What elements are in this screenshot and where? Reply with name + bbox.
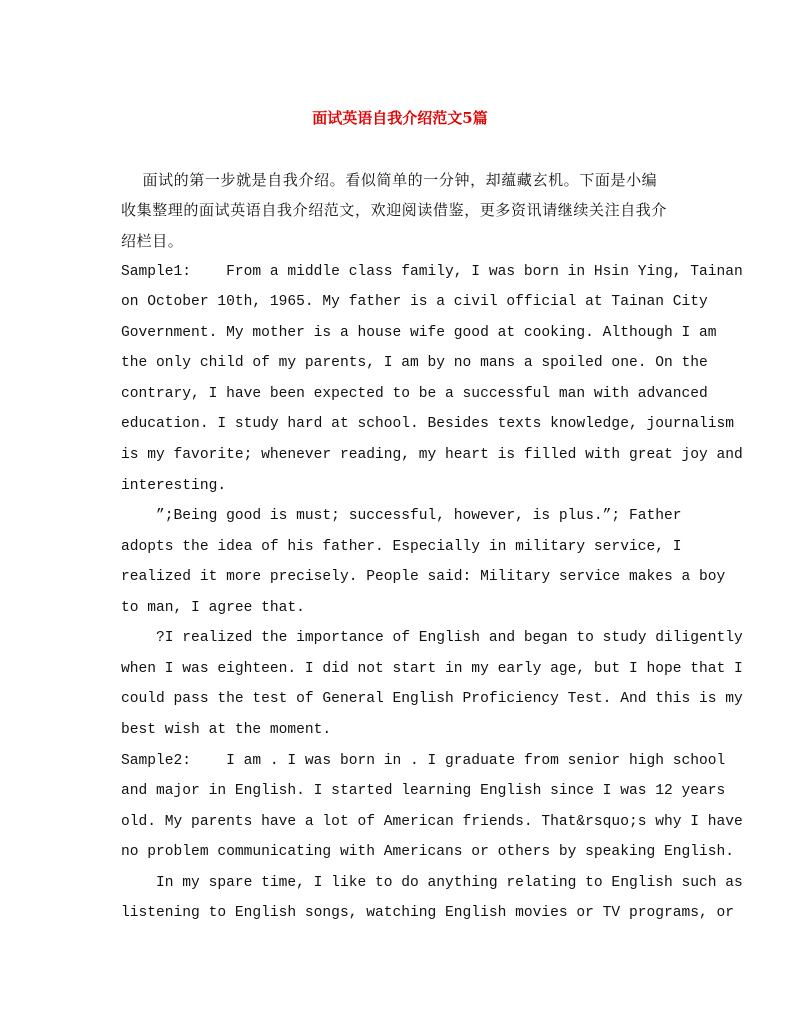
paragraph-line: interesting. — [121, 478, 227, 494]
paragraph-line: 收集整理的面试英语自我介绍范文，欢迎阅读借鉴，更多资讯请继续关注自我介 — [121, 201, 668, 219]
paragraph-line: when I was eighteen. I did not start in my early age, but I hope that I — [121, 661, 743, 677]
paragraph-line: ?I realized the importance of English and began to study diligently — [121, 630, 743, 646]
paragraph-line: education. I study hard at school. Besides texts knowledge, journalism — [121, 416, 735, 432]
paragraph-line: could pass the test of General English Proficiency Test. And this is my — [121, 691, 743, 707]
paragraph-line: no problem communicating with Americans or others by speaking English. — [121, 844, 735, 860]
paragraph-line: In my spare time, I like to do anything relating to English such as — [121, 875, 743, 891]
paragraph-line: listening to English songs, watching English movies or TV programs, or — [121, 905, 735, 921]
paragraph-line: 面试的第一步就是自我介绍。看似简单的一分钟，却蕴藏玄机。下面是小编 — [121, 171, 658, 189]
paragraph-line: Sample2: I am . I was born in . I graduate from senior high school — [121, 753, 726, 769]
paragraph-line: ”;Being good is must; successful, however, is plus.”; Father — [121, 508, 682, 524]
paragraph-line: Sample1: From a middle class family, I was born in Hsin Ying, Tainan — [121, 264, 743, 280]
paragraph-line: on October 10th, 1965. My father is a civil official at Tainan City — [121, 294, 708, 310]
paragraph-line: realized it more precisely. People said: Military service makes a boy — [121, 569, 726, 585]
paragraph-line: contrary, I have been expected to be a successful man with advanced — [121, 386, 708, 402]
paragraph-line: old. My parents have a lot of American friends. That&rsquo;s why I have — [121, 814, 743, 830]
paragraph-line: adopts the idea of his father. Especially in military service, I — [121, 539, 682, 555]
paragraph-line: best wish at the moment. — [121, 722, 332, 738]
paragraph-line: 绍栏目。 — [121, 232, 184, 250]
paragraph-line: the only child of my parents, I am by no mans a spoiled one. On the — [121, 355, 708, 371]
paragraph-line: is my favorite; whenever reading, my heart is filled with great joy and — [121, 447, 743, 463]
document-title: 面试英语自我介绍范文5篇 — [312, 109, 488, 127]
paragraph-line: Government. My mother is a house wife good at cooking. Although I am — [121, 325, 717, 341]
paragraph-line: to man, I agree that. — [121, 600, 305, 616]
paragraph-line: and major in English. I started learning English since I was 12 years — [121, 783, 726, 799]
